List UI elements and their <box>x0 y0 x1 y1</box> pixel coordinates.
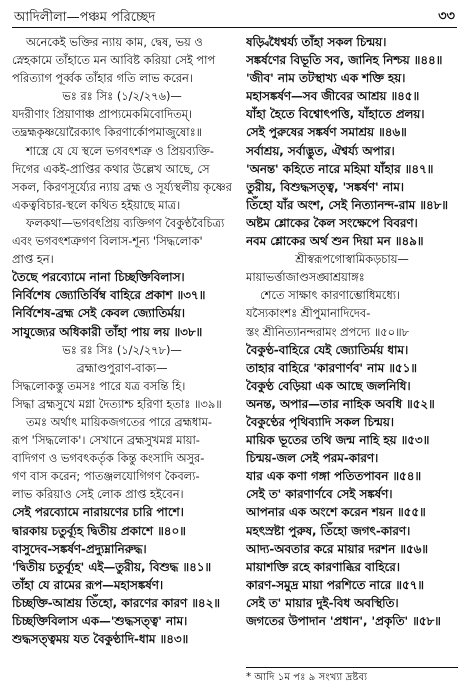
commentary-line: স্তং শ্রীনিত্যানন্দরামং প্রপদ্যে ॥৫০॥৮ <box>246 324 409 339</box>
verse-line: বৈকুণ্ঠ বেড়িয়া এক আছে জলনিধি। <box>246 378 411 393</box>
commentary-line: গণ বাস করেন; পাতঞ্জলযোগিগণ কৈবল্য- <box>12 469 200 484</box>
verse-line: সেই পুরুষের সঙ্কর্ষণ সমাশ্রয় ॥৪৬॥ <box>246 125 407 140</box>
verse-line: ষড়্বিধৈশ্বর্য্য তাঁহা সকল চিন্ময়। <box>246 35 387 49</box>
commentary-line: লাভ করিয়াও সেই লোক প্রাপ্ত হইবেন। <box>12 487 184 502</box>
commentary-line: ফলকথা—ভগবৎপ্রিয় ব্যক্তিগণ বৈকুণ্ঠবৈচিত্র্য <box>26 215 225 230</box>
commentary-line: সিদ্ধলোকস্তু তমসঃ পারে যত্র বসন্তি হি। <box>12 378 186 393</box>
commentary-line: শাস্ত্রে যে যে স্থলে ভগবৎশত্রু ও প্রিয়ব্যক্তি- <box>26 143 214 158</box>
commentary-line: তমঃ অর্থাৎ মায়িকজগতের পারে ব্রহ্মধাম- <box>26 414 213 429</box>
verse-line: বাসুদেব-সঙ্কর্ষণ-প্রদ্যুম্নানিরুদ্ধ। <box>12 541 147 556</box>
verse-line: তাঁহা যে রামের রূপ—মহাসঙ্কর্ষণ। <box>12 577 164 592</box>
verse-line: সেই ত' কারণার্ণবে সেই সঙ্কর্ষণ। <box>246 487 393 502</box>
left-column <box>12 33 232 648</box>
verse-line: বৈকুণ্ঠের পৃথিব্যাদি সকল চিন্ময়। <box>246 414 394 429</box>
verse-line: জগতের উপাদান 'প্রধান', 'প্রকৃতি' ॥৫৮॥ <box>246 614 441 628</box>
verse-line: দ্বারকায় চতুর্ব্যূহ দ্বিতীয় প্রকাশে ॥৪০॥ <box>12 523 186 538</box>
verse-line: মায়িক ভূতের তথি জন্ম নাহি হয় ॥৫৩॥ <box>246 433 430 448</box>
commentary-line: যস্যৈকাংশঃ শ্রীপুমানাদিদেব- <box>246 306 371 321</box>
page-number: ৩৩ <box>438 9 455 24</box>
verse-line: মায়াশক্তি রহে কারণাব্ধির বাহিরে। <box>246 559 400 574</box>
footnote: * আদি ১ম পঃ ৯ সংখ্যা দ্রষ্টব্য <box>246 672 368 683</box>
commentary-line: বাদিগণ ও ভগবৎকর্তৃক কিন্তু কংসাদি অসুর- <box>12 451 205 466</box>
verse-line: বৈকুণ্ঠ-বাহিরে যেই জ্যোতির্ময় ধাম। <box>246 342 409 357</box>
verse-line: চিন্ময়-জল সেই পরম-কারণ। <box>246 451 379 466</box>
verse-line: সঙ্কর্ষণের বিভূতি সব, জানিহ নিশ্চয় ॥৪৪॥ <box>246 53 443 68</box>
page-header <box>14 5 455 27</box>
right-column <box>246 33 458 630</box>
commentary-line: ভঃ রঃ সিঃ (১/২/২৭৮)— <box>62 342 182 357</box>
verse-line: তিঁহো যাঁর অংশ, সেই নিত্যানন্দ-রাম ॥৪৮॥ <box>246 197 448 212</box>
verse-line: অনন্ত, অপার—তার নাহিক অবধি ॥৫২॥ <box>246 396 435 411</box>
commentary-line: শেতে সাক্ষাৎ কারণাম্ভোধিমধ্যে। <box>260 288 401 303</box>
commentary-line: শ্রীস্বরূপগোস্বামিকড়চায়— <box>295 252 409 267</box>
verse-line: যার এক কণা গঙ্গা পতিতপাবন ॥৫৪॥ <box>246 469 422 484</box>
verse-line: অষ্টম শ্লোকের কৈল সংক্ষেপে বিবরণ। <box>246 215 418 230</box>
verse-line: মহাসঙ্কর্ষণ—সব জীবের আশ্রয় ॥৪৫॥ <box>246 89 420 104</box>
verse-line: আদ্য-অবতার করে মায়ার দরশন ॥৫৬॥ <box>246 541 428 556</box>
commentary-line: রূপ 'সিদ্ধলোক'। সেখানে ব্রহ্মসুখমগ্ন মায়া- <box>12 433 200 448</box>
running-title: আদিলীলা—পঞ্চম পরিচ্ছেদ <box>14 10 156 25</box>
verse-line: 'অনন্ত' কহিতে নারে মহিমা যাঁহার ॥৪৭॥ <box>246 161 434 176</box>
commentary-line: স্নেহকামে তাঁহাতে মন আবিষ্ট করিয়া সেই পাপ <box>12 53 216 68</box>
verse-line: সেই পরব্যোমে নারায়ণের চারি পাশে। <box>12 505 184 520</box>
verse-line: নবম শ্লোকের অর্থ শুন দিয়া মন ॥৪৯॥ <box>246 234 424 249</box>
verse-line: তৈছে পরব্যোমে নানা চিচ্ছক্তিবিলাস। <box>12 270 185 285</box>
commentary-line: অনেকেই ভক্তির ন্যায় কাম, দ্বেষ, ভয় ও <box>26 35 203 49</box>
header-rule <box>12 27 457 28</box>
verse-line: কারণ-সমুদ্র মায়া পরশিতে নারে ॥৫৭॥ <box>246 577 424 592</box>
verse-line: তুরীয়, বিশুদ্ধসত্ত্ব, 'সঙ্কর্ষণ' নাম। <box>246 179 404 194</box>
commentary-line: ভঃ রঃ সিঃ (১/২/২৭৬)— <box>62 89 182 104</box>
commentary-line: ব্রহ্মাণ্ডপুরাণ-বাক্য— <box>76 360 168 375</box>
verse-line: চিচ্ছক্তি-আশ্রয় তিঁহো, কারণের কারণ ॥৪২॥ <box>12 595 220 610</box>
verse-line: মহৎস্রষ্টা পুরুষ, তিঁহো জগৎ-কারণ। <box>246 523 411 538</box>
commentary-line: সিদ্ধা ব্রহ্মসুখে মগ্না দৈত্যাশ্চ হরিণা হতাঃ ॥৩৯॥ <box>12 396 222 411</box>
verse-line: নির্বিশেষ-ব্রহ্ম সেই কেবল জ্যোতির্ময়। <box>12 306 186 321</box>
commentary-line: পরিত্যাগ পূর্ব্বক তাঁহার গতি লাভ করেন। <box>12 71 193 86</box>
footnote-rule <box>246 667 458 668</box>
verse-line: সর্বাশ্রয়, সর্বাদ্ভুত, ঐশ্বর্য্য অপার। <box>246 143 395 158</box>
verse-line: তাহার বাহিরে 'কারণার্ণব' নাম ॥৫১॥ <box>246 360 417 375</box>
verse-line: যাঁহা হৈতে বিশ্বোৎপত্তি, যাঁহাতে প্রলয়। <box>246 107 425 122</box>
commentary-line: দিগের একই-প্রাপ্তির কথার উল্লেখ আছে, সে <box>12 161 210 176</box>
commentary-line: তদ্ব্রহ্মকৃষ্ণয়োরৈক্যাৎ কিরণার্কোপমাজুষোঃ॥ <box>12 125 203 140</box>
commentary-line: একত্ববিচার-স্থলে কথিত হইয়াছে মাত্র। <box>12 197 181 212</box>
commentary-line: প্রাপ্ত হন। <box>12 252 54 267</box>
verse-line: চিচ্ছক্তিবিলাস এক—'শুদ্ধসত্ত্ব' নাম। <box>12 614 188 628</box>
commentary-line: মায়াভর্ত্তাজাণ্ডসঙ্ঘাশ্রয়াঙ্গঃ <box>246 270 365 285</box>
verse-line: সেই ত' মায়ার দুই-বিধ অবস্থিতি। <box>246 595 399 610</box>
verse-line: 'জীব' নাম তটস্থাখ্য এক শক্তি হয়। <box>246 71 406 86</box>
verse-line: শুদ্ধসত্ত্বময় যত বৈকুণ্ঠাদি-ধাম ॥৪৩॥ <box>12 632 189 647</box>
commentary-line: এবং ভগবৎশত্রুগণ বিলাস-শূন্য 'সিদ্ধলোক' <box>12 234 203 249</box>
verse-line: আপনার এক অংশে করেন শয়ন ॥৫৫॥ <box>246 505 426 520</box>
verse-line: নির্বিশেষ জ্যোতির্বিম্ব বাহিরে প্রকাশ ॥৩৭॥ <box>12 288 206 303</box>
commentary-line: সকল, কিরণসূর্য্যের ন্যায় ব্রহ্ম ও সূর্য্যস্থলীয় কৃষ্ণের <box>12 179 232 194</box>
commentary-line: যদরীণাং প্রিয়াণাঞ্চ প্রাপ্যমেকমিবোদিতম্। <box>12 107 193 122</box>
verse-line: সাযুজ্যের অধিকারী তাঁহা পায় লয় ॥৩৮॥ <box>12 324 203 339</box>
verse-line: 'দ্বিতীয় চতুর্ব্যূহ' এই—তুরীয়, বিশুদ্ধ ॥৪১॥ <box>12 559 212 574</box>
